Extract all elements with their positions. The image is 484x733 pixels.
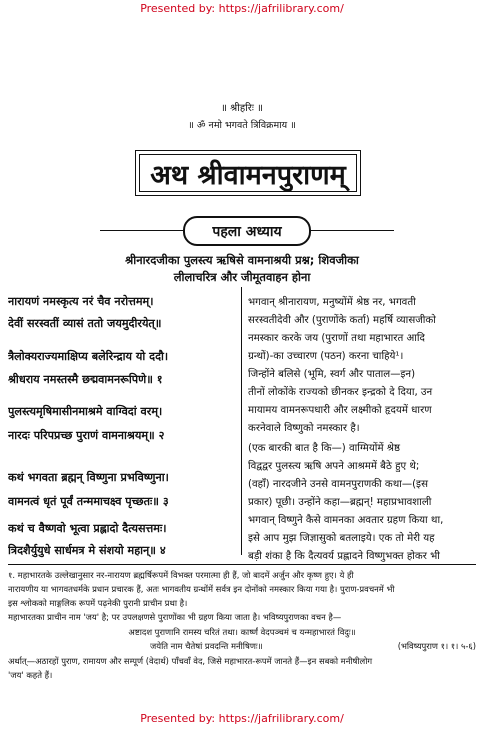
footnote-line: १. महाभारतके उल्लेखानुसार नर-नारायण ब्रह्मर्षिरूपमें विभक्त परमात्मा ही हैं, जो बादमें अर्जुन और कृष्ण हुए। ये ही [8,570,354,580]
translation-line: जिन्होंने बलिसे (भूमि, स्वर्ग और पाताल—इन) [248,369,416,380]
footnote-line: नारायणीय या भागवतधर्मके प्रधान प्रचारक हैं, अतः भागवतीय ग्रन्थोंमें सर्वत्र इन दोनोंको नमस्कार किया गया है। पुराण-प्रवचनमें भी [8,584,395,594]
translation-line: ग्रन्थों)-का उच्चारण (पठन) करना चाहिये¹। [248,351,404,362]
verse-line: पुलस्त्यमृषिमासीनमाश्रमे वाग्विदां वरम्। [8,405,163,418]
translation-line: इसे आप मुझ जिज्ञासुको बतलाइये। एक तो मेरी यह [248,533,435,544]
book-title: अथ श्रीवामनपुराणम् [135,150,361,196]
banner-top[interactable]: Presented by: https://jafrilibrary.com/ [140,2,344,15]
chapter-heading-line-1: श्रीनारदजीका पुलस्त्य ऋषिसे वामनाश्रयी प्रश्न; शिवजीका [125,253,359,267]
column-divider [241,287,242,555]
chapter-label: पहला अध्याय [183,216,311,246]
verse-line: कथं च वैष्णवो भूत्वा प्रह्लादो दैत्यसत्तमः। [8,522,167,535]
invocation-line-1: ॥ श्रीहरिः ॥ [220,103,264,114]
translation-line: भगवान् विष्णुने कैसे वामनका अवतार ग्रहण किया था, [248,515,444,526]
translation-line: बड़ी शंका है कि दैत्यवर्य प्रह्लादने विष्णुभक्त होकर भी [248,551,440,562]
translation-line: विद्वद्वर पुलस्त्य ऋषि अपने आश्रममें बैठे हुए थे; [248,461,420,472]
translation-line: नमस्कार करके जय (पुराणों तथा महाभारत आदि [248,333,425,344]
verse-line: नारदः परिपप्रच्छ पुराणं वामनाश्रयम्॥ २ [8,429,165,442]
verse-line: वामनत्वं धृतं पूर्वं तन्ममाचक्ष्व पृच्छतः॥ ३ [8,495,169,508]
translation-line: सरस्वतीदेवी और (पुराणोंके कर्ता) महर्षि व्यासजीको [248,315,436,326]
translation-line: प्रकार) पूछी। उन्होंने कहा—ब्रह्मन्! महाप्रभावशाली [248,497,432,508]
verse-line: कथं भगवता ब्रह्मन् विष्णुना प्रभविष्णुना। [8,471,169,484]
translation-line: मायामय वामनरूपधारी और लक्ष्मीको हृदयमें धारण [248,405,432,416]
footnote-line: इस श्लोकको माङ्गलिक रूपमें पढ़नेकी पुरानी प्राचीन प्रथा है। [8,598,188,608]
banner-bottom[interactable]: Presented by: https://jafrilibrary.com/ [140,712,344,725]
footnote-line: अर्थात्—अठारहों पुराण, रामायण और सम्पूर्ण (वेदार्थ) पाँचवाँ वेद, जिसे महाभारत-रूपमें जानते हैं—इन सबको मनीषीलोग [8,656,373,666]
invocation-line-2: ॥ ॐ नमो भगवते त्रिविक्रमाय ॥ [188,120,296,131]
translation-line: (वहाँ) नारदजीने उनसे वामनपुराणकी कथा—(इस [248,479,428,490]
chapter-heading-line-2: लीलाचरित्र और जीमूतवाहन होना [173,270,311,284]
verse-line: नारायणं नमस्कृत्य नरं चैव नरोत्तमम्। [8,295,154,308]
footnote-line: 'जय' कहते हैं। [8,670,53,680]
verse-line: त्रैलोक्यराज्यमाक्षिप्य बलेरिन्द्राय यो ददौ। [8,350,169,363]
footnote-quote-line: अष्टादश पुराणानि रामस्य चरितं तथा। कार्ष्णं वेदपञ्चमं च यन्महाभारतं विदुः॥ [128,627,356,637]
footnote-citation: (भविष्यपुराण १। १। ५-६) [397,641,476,651]
translation-line: तीनों लोकोंके राज्यको छीनकर इन्द्रको दे दिया, उन [248,387,433,398]
translation-line: (एक बारकी बात है कि—) वाग्मियोंमें श्रेष्ठ [248,443,400,454]
verse-line: देवीं सरस्वतीं व्यासं ततो जयमुदीरयेत्॥ [8,317,162,330]
chapter-rule-left [100,230,183,231]
footnote-rule [8,564,476,565]
verse-line: श्रीधराय नमस्तस्मै छद्मवामनरूपिणे॥ १ [8,373,163,386]
translation-line: भगवान् श्रीनारायण, मनुष्योंमें श्रेष्ठ नर, भगवती [248,297,416,308]
footnote-quote-line: जयेति नाम चैतेषां प्रवदन्ति मनीषिणः॥ [150,641,263,651]
footnote-line: महाभारतका प्राचीन नाम 'जय' है; पर उपलक्षणसे पुराणोंका भी ग्रहण किया जाता है। भविष्यपुराणका वचन है— [8,612,342,622]
verse-line: त्रिदशैर्युयुधे सार्धमत्र मे संशयो महान्॥ ४ [8,544,166,557]
chapter-rule-right [311,230,394,231]
translation-line: करनेवाले विष्णुको नमस्कार है। [248,423,360,434]
